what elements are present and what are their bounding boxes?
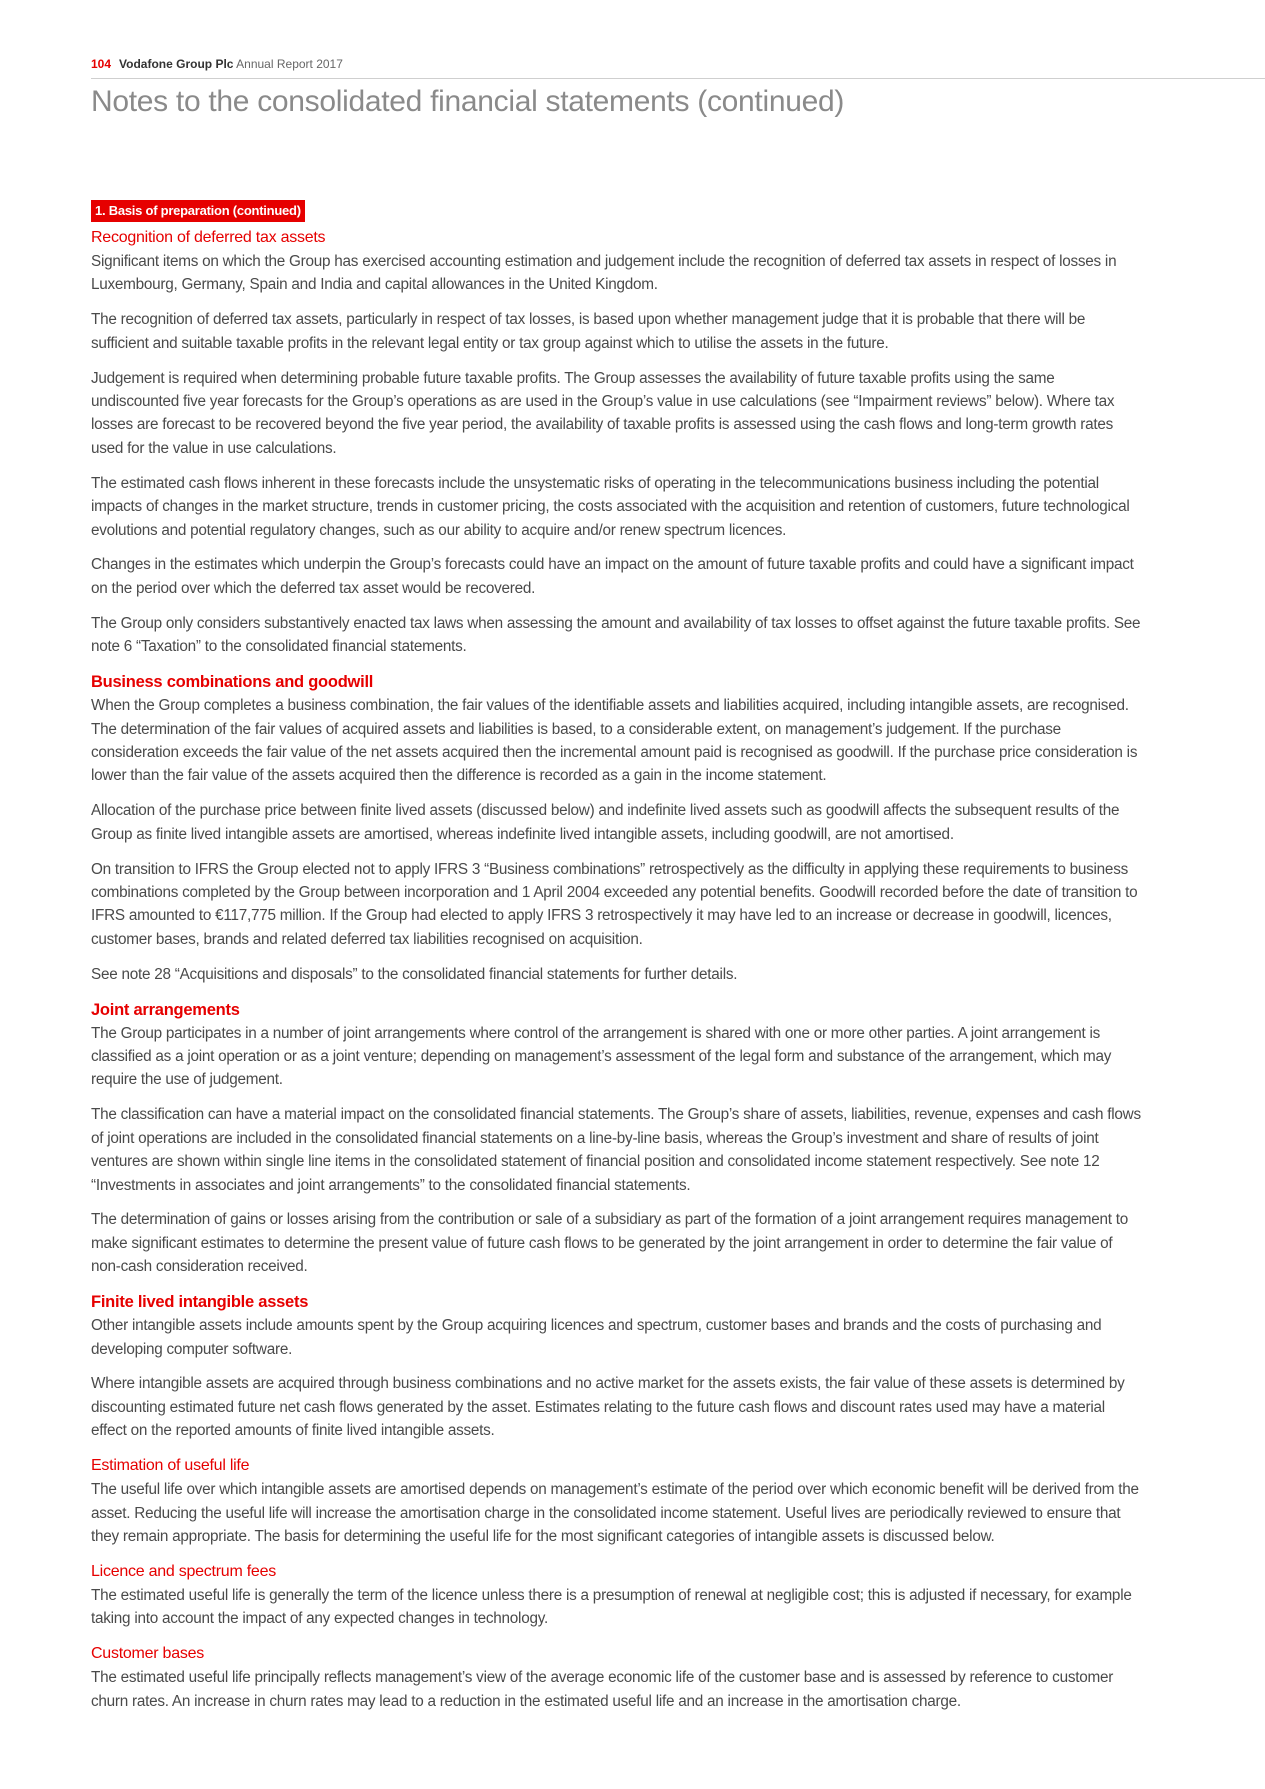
notes-body [91,226,1141,1713]
section-heading: Joint arrangements [91,1000,240,1019]
body-paragraph: Changes in the estimates which underpin the Group’s forecasts could have an impact on the amount of future taxable profits and could have a significant impact on the period over which the deferred tax asset would be recovered. [91,556,1134,597]
body-paragraph: The estimated useful life principally reflects management’s view of the average economic life of the customer base and is assessed by reference to customer churn rates. An increase in churn rates may lead to a reduction in the estimated useful life and an increase in the amortisation charge. [91,1669,1114,1710]
body-paragraph: The Group only considers substantively enacted tax laws when assessing the amount and availability of tax losses to offset against the future taxable profits. See note 6 “Taxation” to the consolidated financial statements. [91,614,1141,656]
body-paragraph: The estimated useful life is generally the term of the licence unless there is a presumption of renewal at negligible cost; this is adjusted if necessary, for example taking into account the impact of any expected changes in technology. [91,1586,1132,1628]
body-paragraph: The recognition of deferred tax assets, particularly in respect of tax losses, is based upon whether management judge that it is probable that there will be sufficient and suitable taxable profits in the relevant legal entity or tax group against which to utilise the assets in the future. [91,311,1086,352]
body-paragraph: Allocation of the purchase price between finite lived assets (discussed below) and indefinite lived assets such as goodwill affects the subsequent results of the Group as finite lived intangible assets are amortised, whereas indefinite lived intangible assets, including goodwill, are not amortised. [91,802,1120,843]
report-name: Annual Report 2017 [236,57,343,71]
section-heading: Business combinations and goodwill [91,673,374,692]
body-paragraph: On transition to IFRS the Group elected not to apply IFRS 3 “Business combinations” retrospectively as the difficulty in applying these requirements to business combinations completed by the Group between incorporation and 1 April 2004 exceeded any potential benefits. Goodwill recorded before the date of transition to IFRS amounted to €117,775 million. If the Group had elected to apply IFRS 3 retrospectively it may have led to an increase or decrease in goodwill, licences, customer bases, brands and related deferred tax liabilities recognised on acquisition. [91,860,1138,948]
page-title: Notes to the consolidated financial statements (continued) [91,85,845,118]
page-number: 104 [91,57,112,71]
subsection-heading: Customer bases [91,1645,204,1663]
body-paragraph: Where intangible assets are acquired through business combinations and no active market for the assets exists, the fair value of these assets is determined by discounting estimated future net cash flows generated by the asset. Estimates relating to the future cash flows and discount rates used may have a material effect on the reported amounts of finite lived intangible assets. [91,1375,1125,1440]
body-paragraph: Significant items on which the Group has exercised accounting estimation and judgement include the recognition of deferred tax assets in respect of losses in Luxembourg, Germany, Spain and India and capital allowances in the United Kingdom. [91,253,1117,294]
subsection-heading: Licence and spectrum fees [91,1562,276,1580]
section-tag: 1. Basis of preparation (continued) [91,200,305,222]
body-paragraph: Judgement is required when determining probable future taxable profits. The Group assesses the availability of future taxable profits using the same undiscounted five year forecasts for the Group’s operations as are used in the Group’s value in use calculations (see “Impairment reviews” below). Where tax losses are forecast to be recovered beyond the five year period, the availability of taxable profits is assessed using the cash flows and long-term growth rates used for the value in use calculations. [91,369,1115,457]
company-name: Vodafone Group Plc [119,57,234,71]
body-paragraph: Other intangible assets include amounts spent by the Group acquiring licences and spectrum, customer bases and brands and the costs of purchasing and developing computer software. [91,1317,1102,1358]
subsection-heading: Estimation of useful life [91,1457,250,1475]
body-paragraph: See note 28 “Acquisitions and disposals” to the consolidated financial statements for further details. [91,965,738,983]
body-paragraph: When the Group completes a business combination, the fair values of the identifiable assets and liabilities acquired, including intangible assets, are recognised. The determination of the fair values of acquired assets and liabilities is based, to a considerable extent, on management’s judgement. If the purchase consideration exceeds the fair value of the net assets acquired then the incremental amount paid is recognised as goodwill. If the purchase price consideration is lower than the fair value of the assets acquired then the difference is recorded as a gain in the income statement. [91,697,1138,785]
subsection-heading: Recognition of deferred tax assets [91,229,326,246]
main-content [91,199,1141,1725]
body-paragraph: The Group participates in a number of joint arrangements where control of the arrangement is shared with one or more other parties. A joint arrangement is classified as a joint operation or as a joint venture; depending on management’s assessment of the legal form and substance of the arrangement, which may require the use of judgement. [91,1024,1112,1089]
section-heading: Finite lived intangible assets [91,1293,309,1312]
page-header [91,56,1265,79]
body-paragraph: The classification can have a material impact on the consolidated financial statements. The Group’s share of assets, liabilities, revenue, expenses and cash flows of joint operations are included in the consolidated financial statements on a line-by-line basis, whereas the Group’s investment and share of results of joint ventures are shown within single line items in the consolidated statement of financial position and consolidated income statement respectively. See note 12 “Investments in associates and joint arrangements” to the consolidated financial statements. [91,1106,1141,1194]
body-paragraph: The useful life over which intangible assets are amortised depends on management’s estimate of the period over which economic benefit will be derived from the asset. Reducing the useful life will increase the amortisation charge in the consolidated income statement. Useful lives are periodically reviewed to ensure that they remain appropriate. The basis for determining the useful life for the most significant categories of intangible assets is discussed below. [91,1481,1139,1545]
body-paragraph: The estimated cash flows inherent in these forecasts include the unsystematic risks of operating in the telecommunications business including the potential impacts of changes in the market structure, trends in customer pricing, the costs associated with the acquisition and retention of customers, future technological evolutions and potential regulatory changes, such as our ability to acquire and/or renew spectrum licences. [91,474,1130,539]
body-paragraph: The determination of gains or losses arising from the contribution or sale of a subsidiary as part of the formation of a joint arrangement requires management to make significant estimates to determine the present value of future cash flows to be generated by the joint arrangement in order to determine the fair value of non-cash consideration received. [91,1211,1129,1276]
